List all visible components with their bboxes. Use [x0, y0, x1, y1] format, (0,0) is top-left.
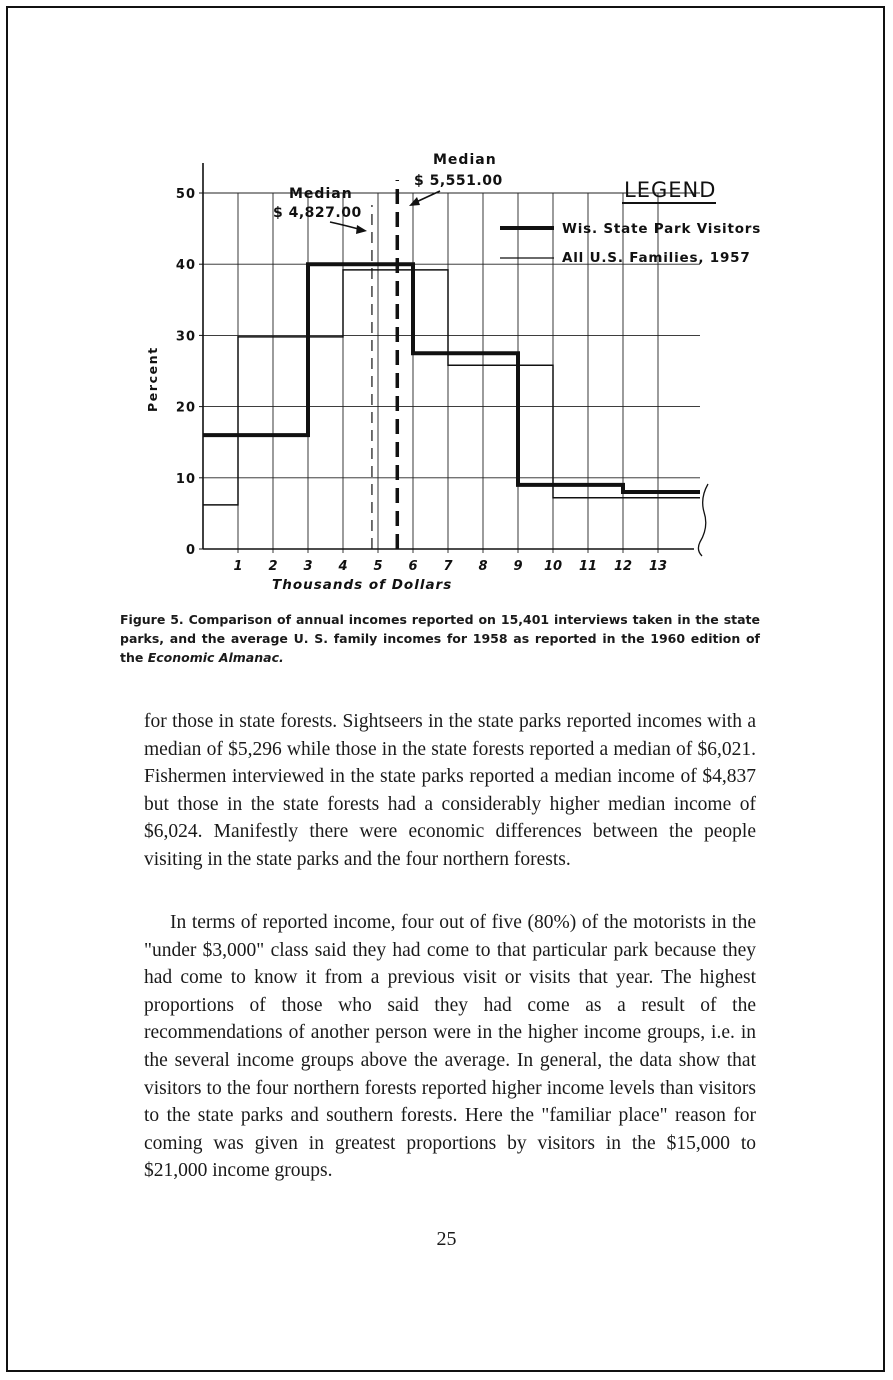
page-number: 25 — [436, 1228, 457, 1250]
x-tick-label: 6 — [408, 559, 418, 574]
legend-label-wis: Wis. State Park Visitors — [562, 221, 762, 237]
y-tick-label: 40 — [175, 258, 196, 274]
x-tick-label: 3 — [303, 559, 313, 574]
x-tick-label: 4 — [338, 559, 348, 574]
median-2-arrowhead — [409, 197, 420, 206]
median-1-title: Median — [289, 186, 353, 202]
caption-italic: Economic Almanac. — [147, 650, 284, 665]
chart-medians — [372, 180, 397, 549]
figure-caption — [120, 610, 760, 667]
x-tick-label: 7 — [443, 559, 453, 574]
median-2-title: Median — [433, 152, 497, 168]
break-mark — [698, 484, 708, 556]
x-tick-label: 11 — [578, 559, 598, 574]
body-paragraph-1: for those in state forests. Sightseers in the state parks reported incomes with a median of $5,296 while those in the state forests reported a median of $6,021. Fishermen interviewed in the state parks reported a median income of $4,837 but those in the state forests had a considerably higher median income of $6,024. Manifestly there were economic differences between the people visiting in the state parks and the four northern forests. — [144, 711, 756, 870]
median-1-value: $ 4,827.00 — [273, 205, 362, 221]
caption-text: Figure 5. Comparison of annual incomes reported on 15,401 interviews taken in the state parks, and the average U. S. family incomes for 1958 as reported in the 1960 edition of the — [120, 612, 760, 665]
x-tick-label: 8 — [478, 559, 488, 574]
y-tick-label: 20 — [175, 400, 196, 416]
income-comparison-chart — [0, 0, 893, 600]
legend-label-us: All U.S. Families, 1957 — [562, 250, 751, 266]
y-tick-label: 30 — [175, 329, 196, 345]
median-2-value: $ 5,551.00 — [414, 173, 503, 189]
chart-ticks — [176, 187, 667, 574]
series-line-wis-visitors — [203, 264, 700, 492]
chart-series — [203, 264, 700, 505]
x-tick-label: 5 — [373, 559, 383, 574]
series-line-us-families — [203, 270, 700, 505]
y-axis-label: Percent — [145, 346, 160, 412]
x-tick-label: 12 — [613, 559, 633, 574]
x-tick-label: 2 — [268, 559, 278, 574]
x-tick-label: 10 — [543, 559, 563, 574]
x-axis-label: Thousands of Dollars — [272, 577, 453, 593]
x-tick-label: 13 — [648, 559, 668, 574]
x-tick-label: 9 — [513, 559, 523, 574]
x-tick-label: 1 — [233, 559, 243, 574]
y-tick-label: 50 — [175, 187, 196, 202]
chart-legend — [500, 178, 761, 266]
median-1-arrowhead — [356, 225, 367, 234]
legend-title: LEGEND — [624, 178, 717, 202]
y-tick-label: 10 — [175, 471, 196, 487]
chart-grid — [203, 193, 700, 553]
body-paragraph-2: In terms of reported income, four out of five (80%) of the motorists in the "under $3,000" class said they had come to that particular park because they had come to know it from a previous visit or visits that year. The highest proportions of those who said they had come as a result of the recommendations of another person were in the higher income groups, i.e. in the several income groups above the average. In general, the data show that visitors to the four northern forests reported higher income levels than visitors to the state parks and southern forests. Here the "familiar place" reason for coming was given in greatest proportions by visitors in the $15,000 to $21,000 income groups. — [144, 912, 756, 1182]
y-tick-label: 0 — [185, 543, 196, 558]
